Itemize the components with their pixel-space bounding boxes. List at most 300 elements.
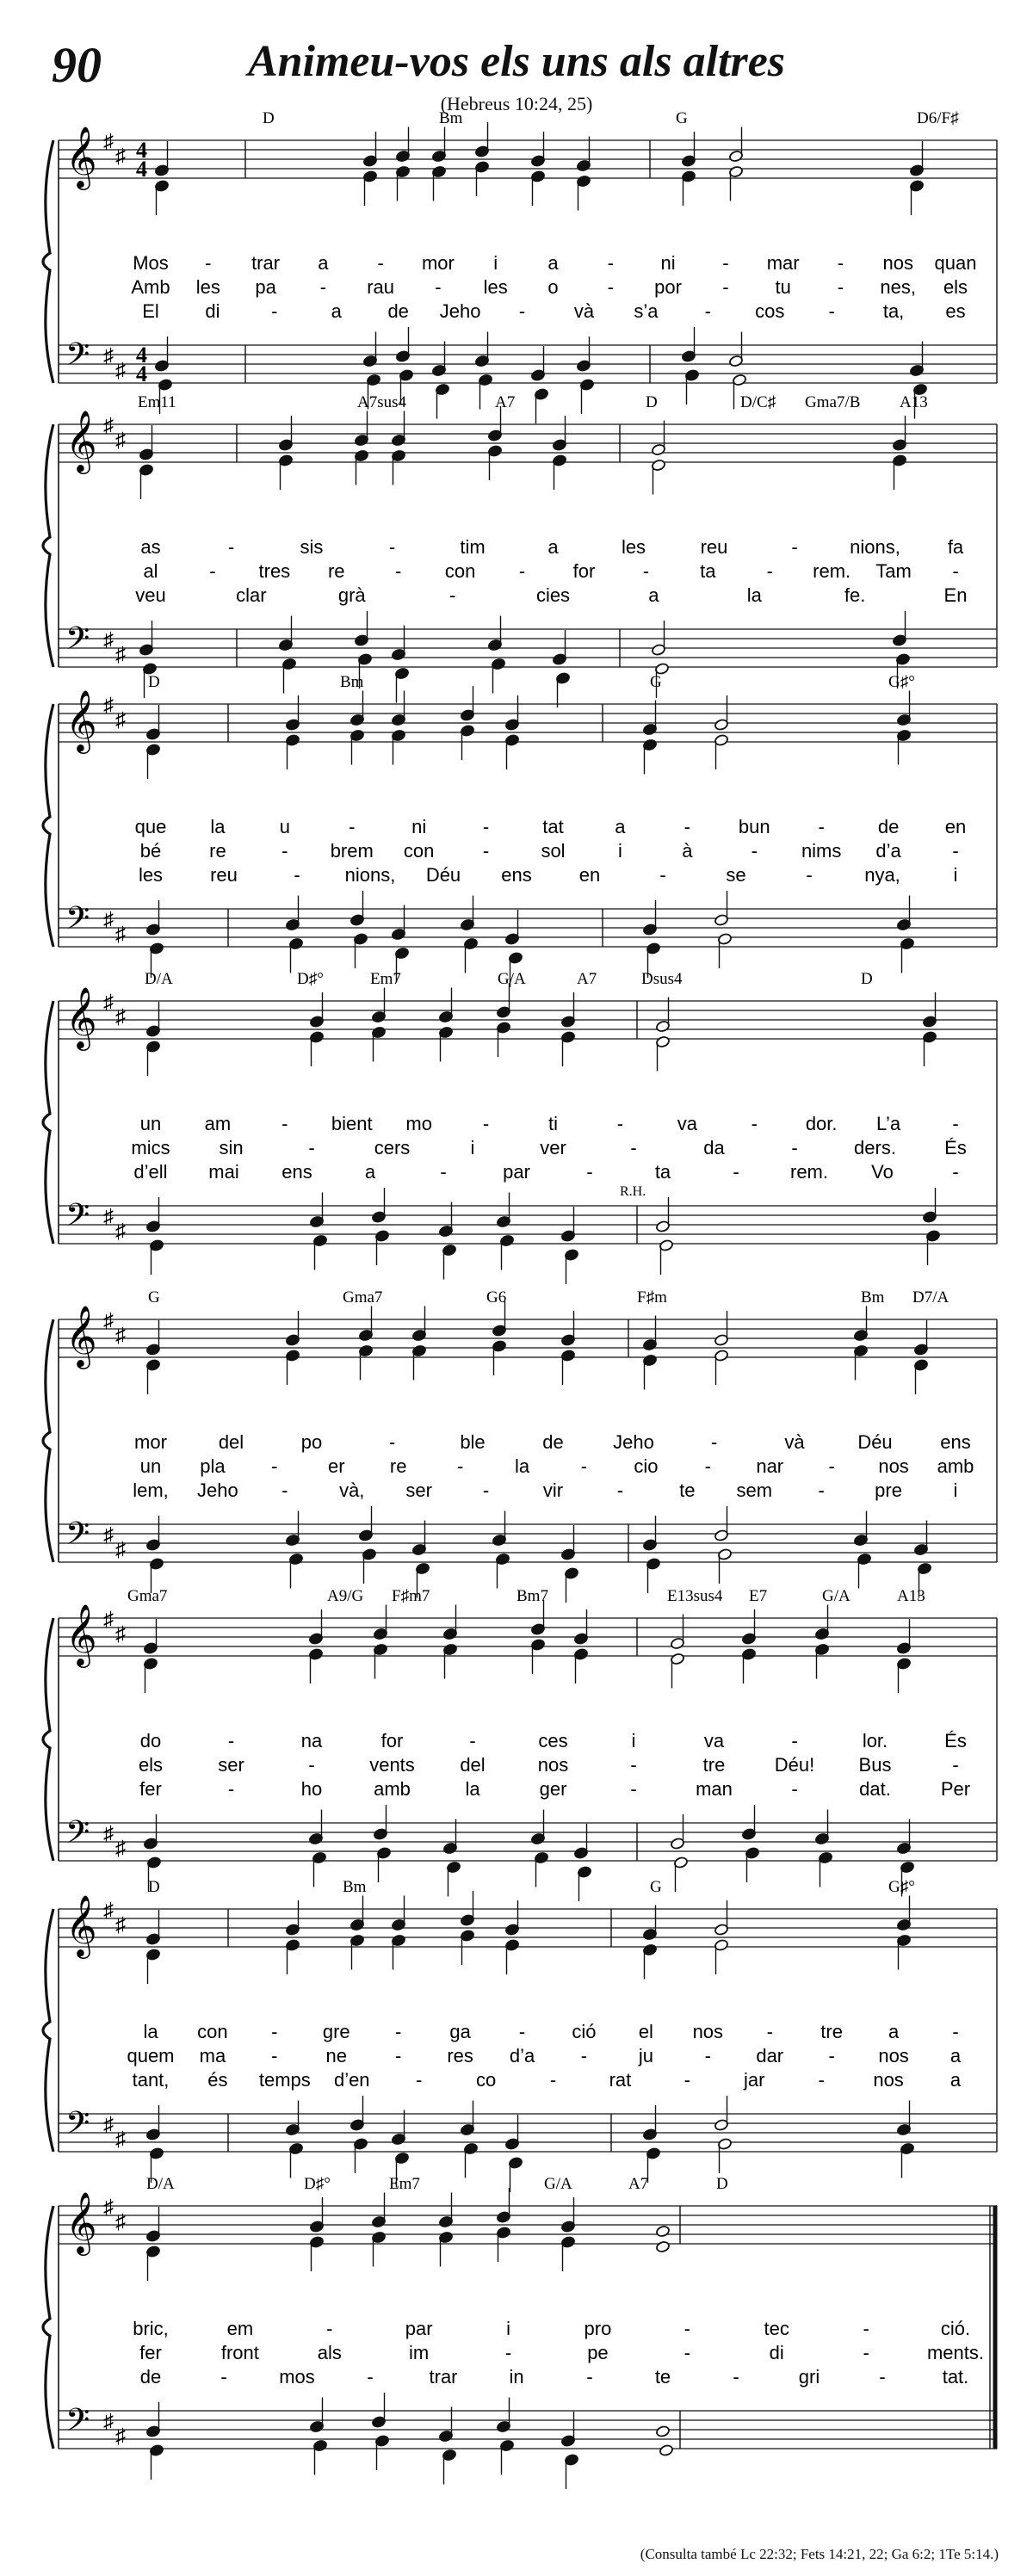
chord-symbol: D [263,109,275,127]
lyric-syllable: tre [702,1754,726,1776]
chord-symbol: Gma7/B [805,393,861,411]
lyric-syllable: amb [937,1455,974,1477]
lyric-syllable: d’a [875,840,901,862]
lyric-syllable: nos [537,1754,569,1776]
lyric-syllable: d’a [509,2045,535,2066]
sharp-sign: ♯ [103,1524,114,1547]
lyric-syllable: reu [210,864,238,886]
sharp-sign: ♯ [115,1623,126,1646]
lyric-syllable: ho [300,1778,323,1800]
lyric-syllable: - [791,1137,798,1158]
chord-symbol: Bm7 [516,1587,548,1605]
sharp-sign: ♯ [115,360,126,382]
lyric-syllable: - [435,276,442,298]
lyric-syllable: cio [634,1455,659,1477]
lyric-syllable: - [818,2069,825,2091]
brace [43,1618,53,1861]
lyric-syllable: pe [587,2342,609,2363]
lyric-syllable: va [677,1113,697,1134]
lyric-syllable: de [877,816,900,837]
lyric-syllable: na [300,1730,323,1751]
lyric-syllable: o [547,276,559,298]
lyric-syllable: la [465,1778,480,1800]
lyric-syllable: - [448,584,456,606]
lyric-syllable: da [703,1137,725,1158]
lyric-syllable: am [204,1113,232,1134]
lyric-syllable: i [493,252,498,274]
lyric-syllable: - [828,2045,835,2066]
lyric-syllable: - [863,2318,869,2339]
lyric-syllable: - [751,840,758,862]
lyric-syllable: Per [940,1778,971,1800]
lyric-syllable: ju [638,2045,653,2066]
chord-symbol: G/A [544,2175,572,2193]
chord-symbol: D [148,673,160,691]
song-number: 90 [52,37,102,93]
lyric-syllable: - [456,1455,464,1477]
lyric-syllable: en [578,864,601,886]
lyric-syllable: i [631,1730,636,1751]
lyric-syllable: al [143,560,158,582]
lyric-syllable: reu [700,536,728,558]
treble-clef: 𝄞 [65,989,97,1047]
lyric-syllable: - [271,300,278,322]
chord-symbol: Bm [439,109,463,127]
lyric-syllable: amb [374,1778,411,1800]
brace [43,2206,53,2449]
lyric-syllable: ble [460,1431,486,1453]
lyric-syllable: nos [878,1455,909,1477]
lyric-syllable: gre [322,2021,350,2042]
treble-clef: 𝄞 [65,128,97,187]
lyric-syllable: - [684,2069,690,2091]
sharp-sign: ♯ [115,1539,126,1561]
chord-symbol: G♯° [888,673,915,691]
lyric-syllable: - [704,300,711,322]
lyric-syllable: - [308,1137,315,1158]
lyric-syllable: - [518,300,526,322]
lyric-syllable: en [944,816,967,837]
lyric-syllable: res [447,2045,473,2066]
chord-symbol: Em7 [370,970,401,988]
brace [43,1909,53,2152]
lyric-syllable: - [469,1730,476,1751]
lyric-syllable: ser [218,1754,244,1776]
lyric-syllable: - [281,840,288,862]
lyric-syllable: dar [756,2045,784,2066]
chord-symbol: A9/G [327,1587,364,1605]
lyric-syllable: a [547,252,559,274]
lyric-syllable: - [281,1480,288,1501]
lyric-syllable: for [380,1730,404,1751]
lyric-syllable: sol [541,840,566,862]
lyric-syllable: fer [139,2342,162,2363]
bass-clef: 𝄢 [65,621,90,664]
lyric-syllable: gri [798,2366,820,2388]
lyric-syllable: po [300,1431,323,1453]
lyric-syllable: - [630,1137,637,1158]
lyric-syllable: cies [535,584,571,606]
lyric-syllable: a [648,584,659,606]
lyric-syllable: mor [134,1431,167,1453]
lyric-syllable: És [944,1137,967,1158]
lyric-syllable: d’en [333,2069,370,2091]
lyric-syllable: par [405,2318,433,2339]
bass-note [655,2425,670,2438]
lyric-syllable: del [218,1431,244,1453]
sharp-sign: ♯ [103,991,114,1014]
lyric-syllable: Déu! [774,1754,815,1776]
lyric-syllable: ti [548,1113,558,1134]
lyric-syllable: - [616,1480,624,1501]
lyric-syllable: és [207,2069,228,2091]
lyric-syllable: El [142,300,159,322]
brace [43,704,53,947]
lyric-syllable: con [403,840,435,862]
lyric-syllable: - [733,2366,739,2388]
lyric-syllable: - [518,2021,526,2042]
lyric-syllable: fer [139,1778,162,1800]
lyric-syllable: - [367,2366,374,2388]
lyric-syllable: - [227,1730,235,1751]
lyric-syllable: - [630,1754,637,1776]
lyric-syllable: te [679,1480,696,1501]
lyric-syllable: tat [542,816,564,837]
lyric-syllable: Déu [857,1431,893,1453]
chord-symbol: D6/F♯ [917,109,959,127]
lyric-syllable: - [220,2366,227,2388]
lyric-syllable: - [388,1431,396,1453]
lyric-syllable: quan [934,252,977,274]
lyric-syllable: - [704,2045,711,2066]
lyric-syllable: nos [882,252,913,274]
lyric-syllable: Amb [131,276,170,298]
lyric-syllable: - [440,1161,447,1183]
lyric-syllable: à [682,840,693,862]
chord-symbol: E7 [749,1587,768,1605]
bass-note-lower [659,2444,673,2457]
chord-symbol: Dsus4 [641,970,683,988]
lyric-syllable: lor. [862,1730,888,1751]
chord-symbol: A13 [897,1587,925,1605]
lyric-syllable: - [319,276,327,298]
lyric-syllable: - [952,1113,959,1134]
lyric-syllable: - [416,2069,423,2091]
lyric-syllable: bun [738,816,770,837]
lyric-syllable: i [617,840,622,862]
chord-symbol: F♯m [637,1288,667,1307]
lyric-syllable: mar [766,252,800,274]
lyric-syllable: par [503,1161,530,1183]
lyric-syllable: tre [820,2021,843,2042]
lyric-syllable: rem. [790,1161,828,1183]
chord-symbol: Gma7 [343,1288,383,1307]
lyric-syllable: dat. [859,1778,891,1800]
lyric-syllable: - [395,2045,402,2066]
lyric-syllable: el [638,2021,653,2042]
lyric-syllable: a [364,1161,376,1183]
chord-symbol: Gma7 [127,1587,168,1605]
bass-clef: 𝄢 [65,2403,90,2445]
lyric-syllable: - [952,840,959,862]
lyric-syllable: - [607,252,614,274]
sharp-sign: ♯ [103,1206,114,1228]
lyric-syllable: - [294,864,300,886]
lyric-syllable: mo [405,1113,432,1134]
lyric-syllable: - [205,252,212,274]
lyric-syllable: es [945,300,966,322]
lyric-syllable: - [642,560,650,582]
lyric-syllable: temps [258,2069,311,2091]
lyric-syllable: trar [429,2366,458,2388]
lyric-syllable: - [818,1480,825,1501]
lyric-syllable: - [818,816,825,837]
lyric-syllable: a [949,2069,962,2091]
lyric-syllable: ces [538,1730,568,1751]
bass-clef: 𝄢 [65,1815,90,1857]
lyric-syllable: pre [875,1480,902,1501]
lyric-syllable: a [615,816,626,837]
lyric-syllable: - [616,1113,624,1134]
lyric-syllable: cers [374,1137,411,1158]
lyric-syllable: - [271,1455,278,1477]
lyric-syllable: ma [199,2045,226,2066]
lyric-syllable: nos [878,2045,909,2066]
lyric-syllable: Jeho [439,300,481,322]
bass-clef: 𝄢 [65,1517,90,1559]
lyric-syllable: con [197,2021,228,2042]
lyric-syllable: va [703,1730,725,1751]
lyric-syllable: - [722,276,729,298]
lyric-syllable: nos [873,2069,904,2091]
lyric-syllable: sis [300,536,324,558]
lyric-syllable: de [542,1431,564,1453]
lyric-syllable: in [509,2366,524,2388]
lyric-syllable: a [318,252,329,274]
lyric-syllable: de [139,2366,162,2388]
lyric-syllable: nar [756,1455,784,1477]
chord-symbol: A7 [628,2175,649,2193]
lyric-syllable: - [733,1161,739,1183]
chord-symbol: Em11 [138,393,176,411]
sharp-sign: ♯ [115,924,126,946]
lyric-syllable: de [387,300,409,322]
lyric-syllable: a [331,300,342,322]
sharp-sign: ♯ [103,1823,114,1845]
lyric-syllable: un [139,1455,162,1477]
lyric-syllable: man [696,1778,733,1800]
chord-symbol: Em7 [389,2175,420,2193]
lyric-syllable: u [279,816,290,837]
lyric-syllable: jar [744,2069,765,2091]
lyric-syllable: mos [279,2366,315,2388]
treble-clef: 𝄞 [65,2194,97,2252]
lyric-syllable: bric, [133,2318,169,2339]
lyric-syllable: ta [700,560,716,582]
lyric-syllable: nions, [850,536,900,558]
lyric-syllable: la [514,1455,530,1477]
lyric-syllable: - [710,1431,718,1453]
chord-symbol: A7sus4 [357,393,407,411]
lyric-syllable: - [580,1455,588,1477]
lyric-syllable: i [506,2318,511,2339]
lyric-syllable: dor. [805,1113,838,1134]
sharp-sign: ♯ [103,1609,114,1631]
lyric-syllable: grà [337,584,366,606]
lyric-syllable: les [483,276,508,298]
lyric-syllable: mics [131,1137,170,1158]
lyric-syllable: - [271,2045,278,2066]
lyric-syllable: la [210,816,226,837]
chord-symbol: D [646,393,658,411]
lyric-syllable: ders. [854,1137,896,1158]
lyric-syllable: - [580,2045,588,2066]
sharp-sign: ♯ [103,909,114,931]
lyric-syllable: - [349,816,356,837]
brace [43,140,53,383]
chord-symbol: F♯m7 [392,1587,430,1605]
lyric-syllable: và, [339,1480,365,1501]
lyric-syllable: - [586,2366,593,2388]
lyric-syllable: - [209,560,216,582]
lyric-syllable: les [138,864,164,886]
treble-note-lower [655,2240,670,2253]
lyric-syllable: tat. [942,2366,969,2388]
sharp-sign: ♯ [103,415,114,437]
treble-clef: 𝄞 [65,692,97,751]
lyric-syllable: - [751,1113,758,1134]
lyric-syllable: tu [775,276,791,298]
lyric-syllable: a [547,536,559,558]
lyric-syllable: - [630,1778,637,1800]
lyric-syllable: - [388,536,396,558]
lyric-syllable: És [944,1730,967,1751]
chord-symbol: G [676,109,688,127]
sharp-sign: ♯ [103,345,114,368]
sharp-sign: ♯ [115,1914,126,1937]
sharp-sign: ♯ [103,2196,114,2219]
lyric-syllable: un [139,1113,162,1134]
sharp-sign: ♯ [103,131,114,153]
treble-clef: 𝄞 [65,1307,97,1366]
lyric-syllable: - [607,276,614,298]
lyric-syllable: - [227,1778,235,1800]
lyric-syllable: clar [236,584,267,606]
lyric-syllable: - [791,536,798,558]
bass-clef: 𝄢 [65,901,90,943]
lyric-syllable: i [470,1137,475,1158]
lyric-syllable: mor [421,252,455,274]
lyric-syllable: ger [539,1778,567,1800]
lyric-syllable: - [377,252,384,274]
lyric-syllable: rat [609,2069,632,2091]
lyric-syllable: a [949,2045,962,2066]
lyric-syllable: els [138,1754,164,1776]
lyric-syllable: veu [135,584,166,606]
lyric-syllable: les [195,276,220,298]
lyric-syllable: - [828,1455,835,1477]
chord-symbol: D [861,970,873,988]
lyric-syllable: tant, [132,2069,170,2091]
lyric-syllable: sem [736,1480,773,1501]
lyric-syllable: brem [330,840,374,862]
chord-symbol: Bm [343,1878,367,1896]
sharp-sign: ♯ [115,145,126,168]
chord-symbol: G6 [486,1288,507,1307]
chord-symbol: D♯° [297,970,324,988]
lyric-syllable: - [482,816,490,837]
lyric-syllable: nes, [880,276,917,298]
lyric-syllable: Vo [871,1161,894,1183]
sharp-sign: ♯ [103,629,114,652]
sharp-sign: ♯ [115,429,126,452]
chord-symbol: G/A [498,970,526,988]
lyric-syllable: tec [764,2318,789,2339]
lyric-syllable: Bus [858,1754,892,1776]
time-signature: 4 [136,138,147,163]
lyric-syllable: ni [411,816,427,837]
lyric-syllable: la [143,2021,158,2042]
lyric-syllable: - [549,2069,557,2091]
sharp-sign: ♯ [115,1838,126,1860]
lyric-syllable: tres [258,560,291,582]
chord-symbol: D7/A [912,1288,949,1307]
lyric-syllable: - [308,1754,315,1776]
chord-symbol: D [148,1878,160,1896]
lyric-syllable: s’a [634,300,659,322]
lyric-syllable: con [444,560,476,582]
lyric-syllable: và [573,300,595,322]
lyric-syllable: er [327,1455,345,1477]
lyric-syllable: ments. [926,2342,985,2363]
time-signature: 4 [136,157,147,182]
chord-symbol: D/A [145,970,173,988]
sharp-sign: ♯ [115,644,126,666]
lyric-syllable: Déu [425,864,461,886]
lyric-syllable: els [943,276,968,298]
chord-symbol: A7 [577,970,597,988]
lyric-syllable: re [209,840,226,862]
time-signature: 4 [136,343,147,368]
lyric-syllable: - [952,2021,959,2042]
lyric-syllable: pa [255,276,276,298]
lyric-syllable: ció [572,2021,597,2042]
lyric-syllable: - [766,560,773,582]
brace [43,424,53,667]
lyric-syllable: i [953,1480,958,1501]
right-hand-annotation: R.H. [620,1184,646,1199]
lyric-syllable: - [482,1113,490,1134]
lyric-syllable: lem, [133,1480,169,1501]
chord-symbol: A7 [495,393,516,411]
chord-symbol: Bm [861,1288,885,1307]
chord-symbol: G [148,1288,160,1307]
sharp-sign: ♯ [115,2425,126,2448]
bass-clef: 𝄢 [65,337,90,380]
lyric-syllable: ne [325,2045,348,2066]
lyric-syllable: Jeho [613,1431,654,1453]
lyric-syllable: En [943,584,968,606]
treble-clef: 𝄞 [65,1606,97,1665]
lyric-syllable: - [326,2318,333,2339]
lyric-syllable: a [888,2021,900,2042]
treble-clef: 𝄞 [65,412,97,471]
lyric-syllable: - [684,816,690,837]
chord-symbol: D♯° [304,2175,331,2193]
lyric-syllable: als [317,2342,342,2363]
lyric-syllable: - [504,2342,512,2363]
lyric-syllable: trar [251,252,281,274]
